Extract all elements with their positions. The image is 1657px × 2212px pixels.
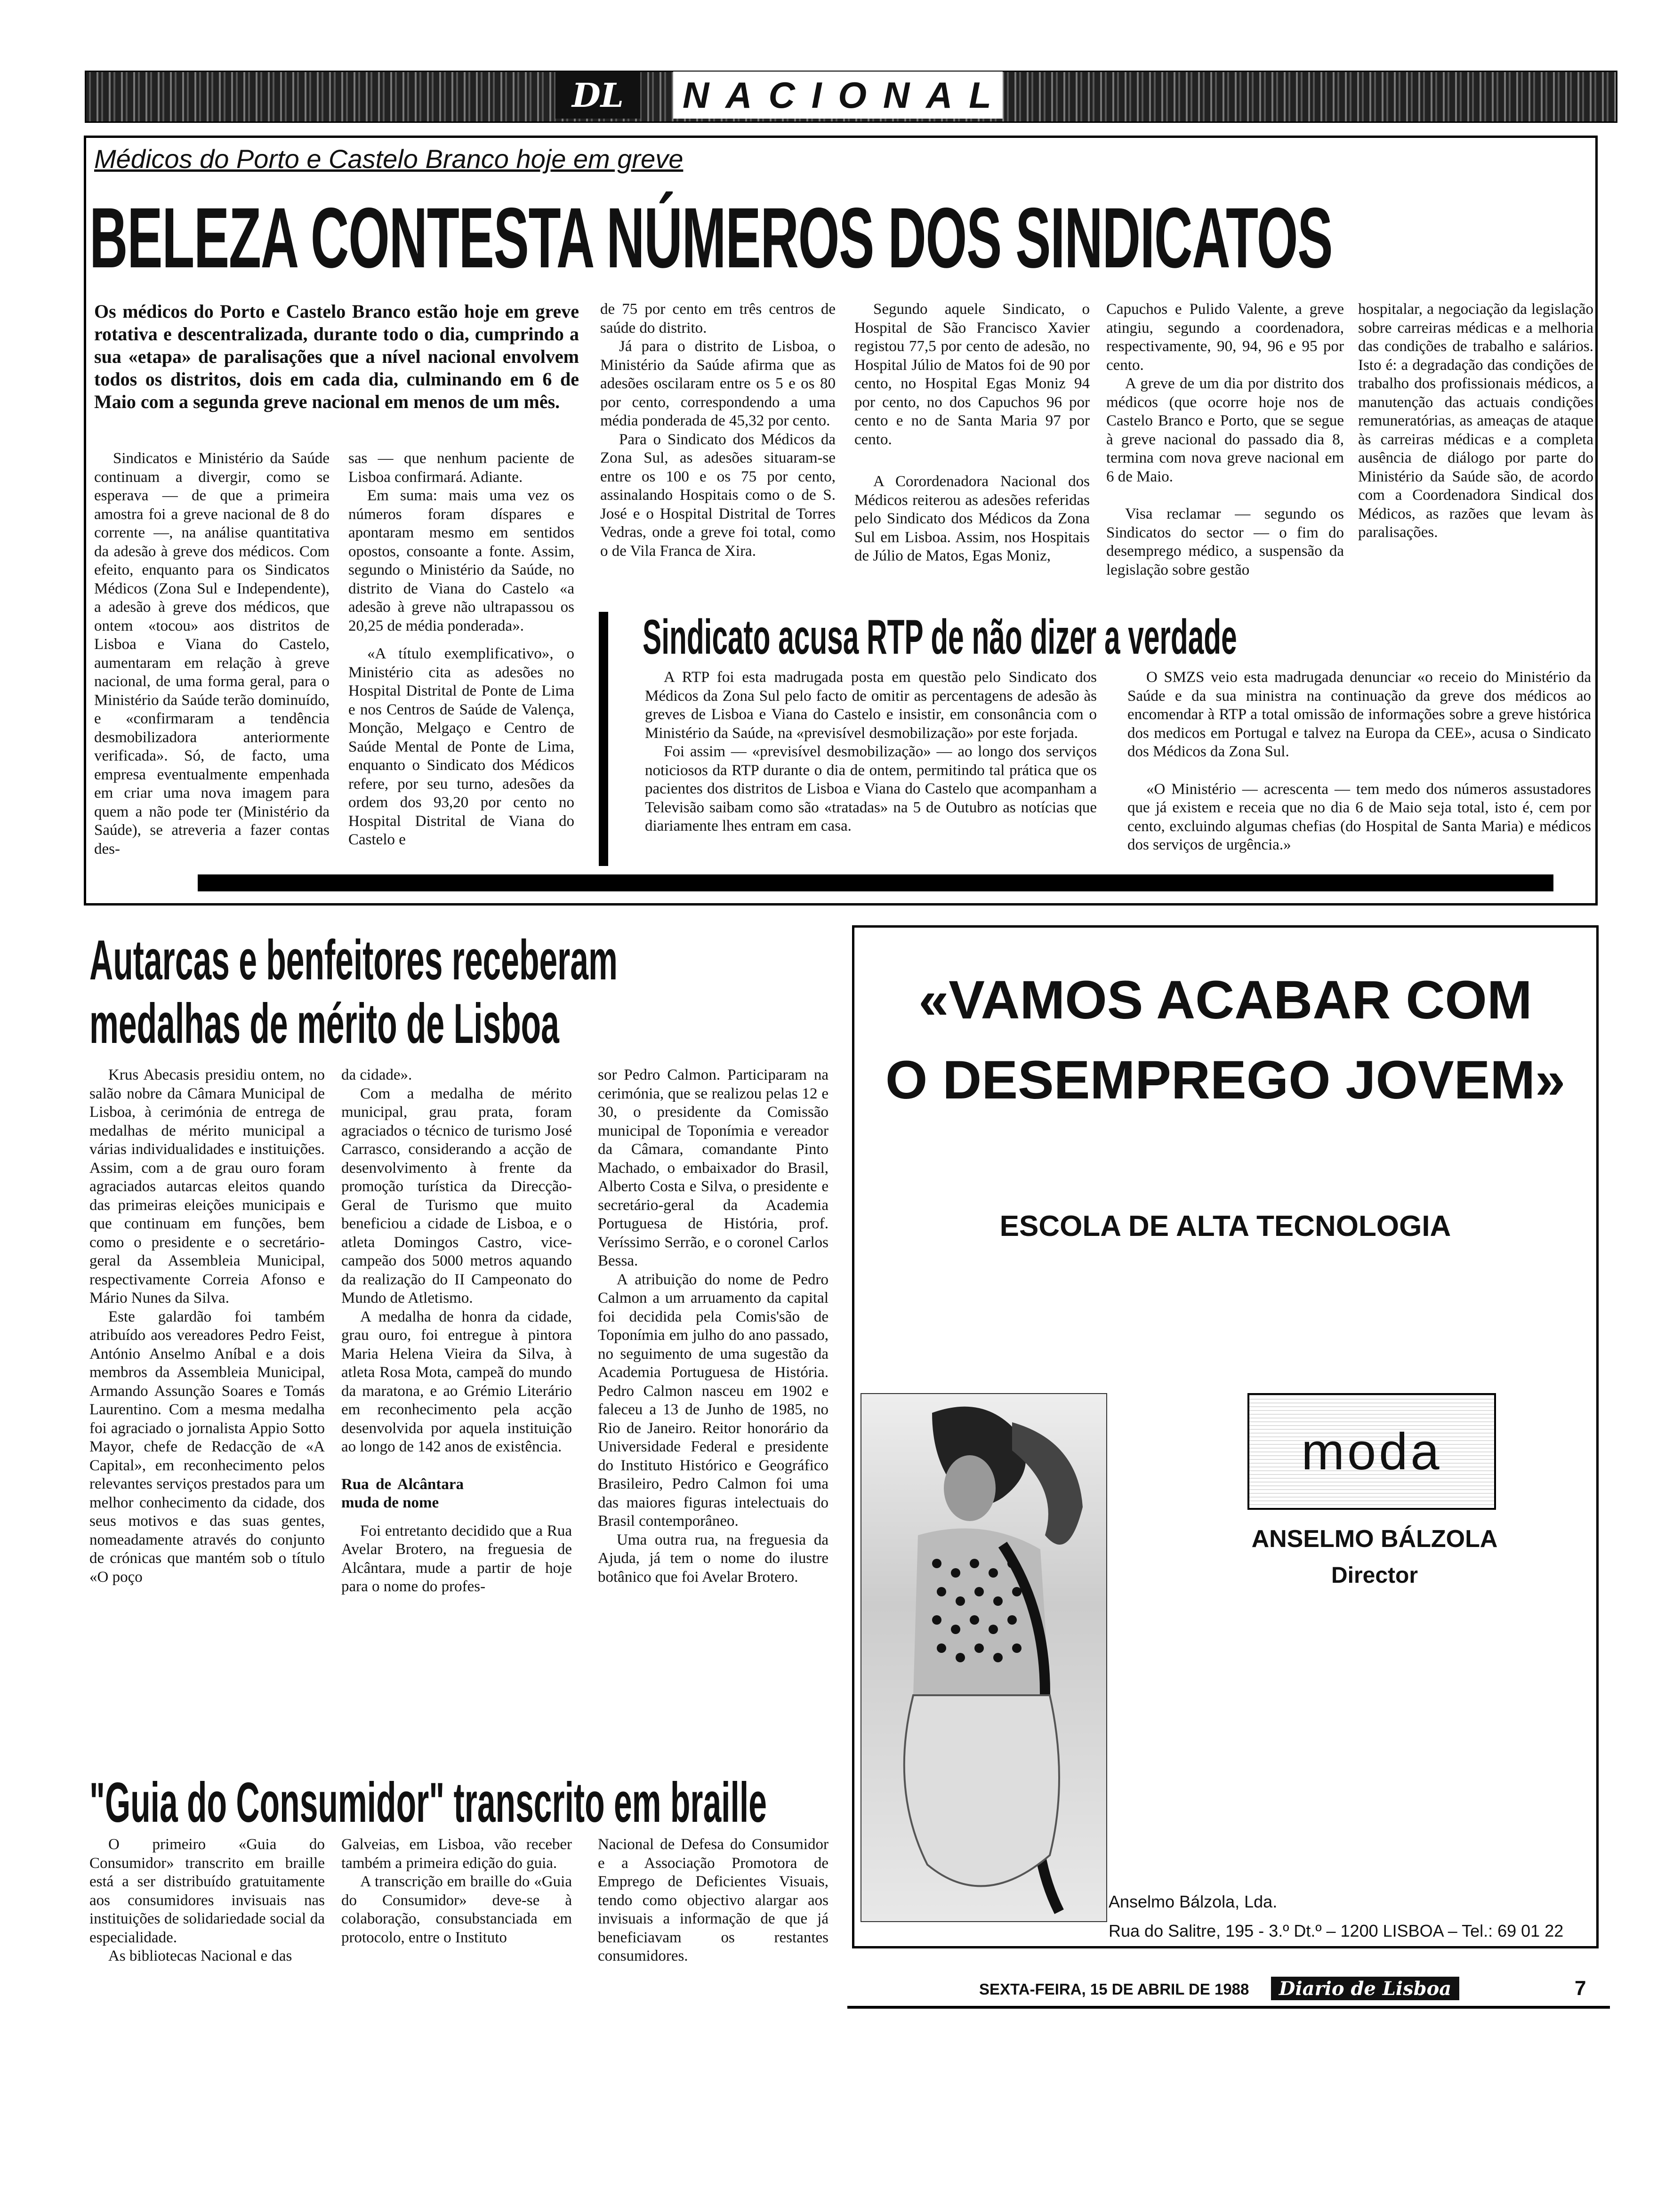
story2-column-2 xyxy=(1127,668,1591,855)
story3-headline-line-1: Autarcas e benfeitores receberam xyxy=(89,929,618,992)
ad-company: Anselmo Bálzola, Lda. xyxy=(1109,1892,1278,1911)
paragraph: O SMZS veio esta madrugada denunciar «o receio do Ministério da Saúde e da sua ministra na continuação da greve dos médicos ao encomendar à RTP a total omissão de informações sobre a greve histórica dos medicos em Portugal e talvez na Europa da CEE», acusa o Sindicato dos Médicos da Zona Sul. xyxy=(1127,669,1591,760)
section-letter: A xyxy=(725,74,754,116)
paragraph: Foi entretanto decidido que a Rua Avelar Brotero, na freguesia de Alcântara, mude a partir de hoje para o nome do profes- xyxy=(341,1522,572,1595)
paragraph: Krus Abecasis presidiu ontem, no salão nobre da Câmara Municipal de Lisboa, à cerimónia de entrega de medalhas de mérito municipal a várias individualidades e instituições. Assim, com a de grau ouro foram agraciados autarcas eleitos quando das primeiras eleições municipais e que continuam em funções, bem como o presidente e o secretário-geral da Assembleia Municipal, respectivamente Correia Afonso e Mário Nunes da Silva. xyxy=(89,1066,325,1306)
paragraph: Com a medalha de mérito municipal, grau prata, foram agraciados o técnico de turismo José Carrasco, considerando a acção de desenvolvimento à frente da promoção turística da Direcção-Geral de Turismo que muito beneficiou a cidade de Lisboa, e o atleta Domingos Castro, vice-campeão dos 5000 metros aquando da realização do II Campeonato do Mundo de Atletismo. xyxy=(341,1085,572,1306)
story1-column-4 xyxy=(854,300,1090,566)
paragraph: Em suma: mais uma vez os números foram díspares e apontaram mesmo em sentidos opostos, consoante a fonte. Assim, segundo o Ministério da Saúde, no distrito de Viana do Castelo «a adesão à greve não ultrapassou os 20,25 de média ponderada». xyxy=(348,487,574,634)
ad-subtitle: ESCOLA DE ALTA TECNOLOGIA xyxy=(999,1210,1451,1242)
story4-column-1 xyxy=(89,1835,325,1966)
story2-column-1 xyxy=(645,668,1097,836)
newspaper-logo: Diario de Lisboa xyxy=(1271,1977,1459,2000)
paragraph: A RTP foi esta madrugada posta em questão pelo Sindicato dos Médicos da Zona Sul pelo facto de omitir as percentagens de adesão às greves de Lisboa e Viana do Castelo e insistir, em consonância com o Ministério da Saúde, na «previsível desmobilização» por este forjada. xyxy=(645,669,1097,742)
ad-title-line-1: «VAMOS ACABAR COM xyxy=(918,970,1532,1030)
ad-address: Rua do Salitre, 195 - 3.º Dt.º – 1200 LISBOA – Tel.: 69 01 22 xyxy=(1109,1921,1564,1940)
paragraph: sas — que nenhum paciente de Lisboa confirmará. Adiante. xyxy=(348,450,574,486)
story-kicker: Médicos do Porto e Castelo Branco hoje em greve xyxy=(94,144,684,174)
ad-address-block xyxy=(1109,1887,1598,1946)
story3-column-2 xyxy=(341,1066,572,1596)
story4-column-2 xyxy=(341,1835,572,1947)
paragraph: sor Pedro Calmon. Participaram na cerimónia, que se realizou pelas 12 e 30, o presidente da Comissão municipal de Toponímia e vereador da Câmara, comandante Pinto Machado, o embaixador do Brasil, Alberto Costa e Silva, o presidente e secretário-geral da Academia Portuguesa de História, prof. Veríssimo Serrão, e o coronel Carlos Bessa. xyxy=(598,1066,828,1269)
story1-column-6 xyxy=(1358,300,1593,542)
sidebar-rule xyxy=(599,612,608,866)
section-title xyxy=(673,72,1003,119)
footer-rule xyxy=(847,2006,1610,2009)
story-lead: Os médicos do Porto e Castelo Branco estão hoje em greve rotativa e descentralizada, durante todo o dia, cumprindo a sua «etapa» de paralisações que a nível nacional envolvem todos os distritos, dois em cada dia, culminando em 6 de Maio com a segunda greve nacional em menos de um mês. xyxy=(94,301,579,412)
story1-column-5 xyxy=(1106,300,1344,579)
paragraph: hospitalar, a negociação da legislação sobre carreiras médicas e a melhoria das condições de trabalho e salários. Isto é: a degradação das condições de trabalho dos profissionais médicos, a manutenção das actuais condições remuneratórias, as ameaças de ataque às carreiras médicas e a completa ausência de diálogo por parte do Ministério da Saúde são, de acordo com a Coordenadora Sindical dos Médicos, as razões que levam às paralisações. xyxy=(1358,301,1593,541)
paragraph: Este galardão foi também atribuído aos vereadores Pedro Feist, António Anselmo Aníbal e a dois membros da Assembleia Municipal, Armando Assunção Soares e Tomás Laurentino. Com a mesma medalha foi agraciado o jornalista Appio Sotto Mayor, chefe de Redacção de «A Capital», em reconhecimento pelos relevantes serviços prestados para um melhor conhecimento da cidade, dos seus motivos e das suas gentes, nomeadamente através do conjunto de crónicas que mantém sob o título «O poço xyxy=(89,1308,325,1586)
paragraph: A medalha de honra da cidade, grau ouro, foi entregue à pintora Maria Helena Vieira da Silva, à atleta Rosa Mota, campeã do mundo da maratona, e ao Grémio Literário em reconhecimento pela acção desenvolvida por aquela instituição ao longo de 142 anos de existência. xyxy=(341,1308,572,1455)
paragraph: Uma outra rua, na freguesia da Ajuda, já tem o nome do ilustre botânico que foi Avelar Brotero. xyxy=(598,1531,828,1586)
paragraph: «O Ministério — acrescenta — tem medo dos números assustadores que já existem e receia que no dia 6 de Maio seja total, isto é, cem por cento, excluindo algumas chefias (do Hospital de Santa Maria) e médicos dos serviços de urgência.» xyxy=(1127,780,1591,853)
ad-director-role: Director xyxy=(1331,1563,1418,1588)
story3-column-1 xyxy=(89,1066,325,1587)
story3-headline-line-2: medalhas de mérito de Lisboa xyxy=(89,992,559,1055)
story-divider-bar xyxy=(198,874,1553,891)
paragraph: Para o Sindicato dos Médicos da Zona Sul, as adesões situaram-se entre os 100 e os 75 por cento, assinalando Hospitais como o de S. José e o Hospital Distrital de Torres Vedras, onde a greve foi total, como o de Vila Franca de Xira. xyxy=(600,431,836,560)
fashion-illustration xyxy=(861,1393,1107,1922)
paragraph: Segundo aquele Sindicato, o Hospital de São Francisco Xavier registou 77,5 por cento de adesão, no Hospital Júlio de Matos foi de 90 por cento, no Hospital Egas Moniz 94 por cento, no dos Capuchos 96 por cento e no de Santa Maria 97 por cento. xyxy=(854,301,1090,448)
section-letter: C xyxy=(768,74,797,116)
story2-headline: Sindicato acusa RTP de não dizer a verdade xyxy=(643,610,1237,665)
paragraph: O primeiro «Guia do Consumidor» transcrito em braille está a ser distribuído gratuitamente aos consumidores invisuais nas instituições de solidariedade social da especialidade. xyxy=(89,1836,325,1946)
paragraph: Sindicatos e Ministério da Saúde continuam a divergir, como se esperava — de que a primeira amostra foi a greve nacional de 8 do corrente —, na análise quantitativa da adesão à greve dos médicos. Com efeito, enquanto para os Sindicatos Médicos (Zona Sul e Independente), a adesão à greve dos médicos, que ontem «tocou» aos distritos de Lisboa e Viana do Castelo, aumentaram em relação à greve nacional, de uma forma geral, para o Ministério da Saúde terão dominuído, e «confirmaram a tendência desmobilizadora anteriormente verificada». Só, de facto, uma empresa eventualmente empenhada em criar uma nova imagem para quem a não pode ter (Ministério da Saúde), se atreveria a fazer contas des- xyxy=(94,450,330,858)
ad-director-name: ANSELMO BÁLZOLA xyxy=(1251,1525,1498,1553)
section-letter: N xyxy=(683,74,711,116)
story4-column-3 xyxy=(598,1835,828,1966)
section-letter: O xyxy=(838,74,869,116)
ad-title-line-2: O DESEMPREGO JOVEM» xyxy=(885,1050,1566,1110)
paragraph: A greve de um dia por distrito dos médicos (que ocorre hoje nos de Castelo Branco e Porto, que se segue à greve nacional do passado dia 8, termina com nova greve nacional em 6 de Maio. xyxy=(1106,375,1344,485)
story1-column-3 xyxy=(600,300,836,561)
paragraph: Capuchos e Pulido Valente, a greve atingiu, segundo a coordenadora, respectivamente, 90, 94, 96 e 95 por cento. xyxy=(1106,301,1344,374)
section-letter: N xyxy=(883,74,912,116)
dl-logo: DL xyxy=(555,72,640,119)
story4-headline: "Guia do Consumidor" transcrito em braille xyxy=(89,1771,767,1834)
paragraph: Galveias, em Lisboa, vão receber também a primeira edição do guia. xyxy=(341,1836,572,1872)
page-number: 7 xyxy=(1575,1977,1586,2000)
paragraph: A atribuição do nome de Pedro Calmon a um arruamento da capital foi decidida pela Comis'são de Toponímia em julho do ano passado, no seguimento de uma sugestão da Academia Portuguesa de História. Pedro Calmon nasceu em 1902 e faleceu a 13 de Junho de 1985, no Rio de Janeiro. Reitor honorário da Universidade Federal e presidente do Instituto Histórico e Geográfico Brasileiro, Pedro Calmon foi uma das maiores figuras intelectuais do Brasil contemporâneo. xyxy=(598,1271,828,1530)
ad-title xyxy=(861,960,1589,1120)
moda-logo: moda xyxy=(1247,1393,1496,1510)
paragraph: A Corordenadora Nacional dos Médicos reiterou as adesões referidas pelo Sindicato dos Médicos da Zona Sul em Lisboa. Assim, nos Hospitais de Júlio de Matos, Egas Moniz, xyxy=(854,473,1090,564)
section-letter: I xyxy=(811,74,824,116)
paragraph: Nacional de Defesa do Consumidor e a Associação Promotora de Emprego de Deficientes Visuais, tendo como objectivo alargar aos invisuais a informação de que já beneficiavam os restantes consumidores. xyxy=(598,1836,828,1964)
paragraph: Visa reclamar — segundo os Sindicatos do sector — o fim do desemprego médico, a suspensão da legislação sobre gestão xyxy=(1106,505,1344,578)
main-headline: BELEZA CONTESTA NÚMEROS DOS SINDICATOS xyxy=(89,190,1333,286)
paragraph: A transcrição em braille do «Guia do Consumidor» deve-se à colaboração, consubstanciada em protocolo, entre o Instituto xyxy=(341,1873,572,1946)
story3-column-3 xyxy=(598,1066,828,1587)
section-letter: A xyxy=(926,74,955,116)
story3-subhead: Rua de Alcântara muda de nome xyxy=(341,1475,464,1511)
paragraph: da cidade». xyxy=(341,1066,412,1083)
story1-column-1 xyxy=(94,449,330,858)
paragraph: As bibliotecas Nacional e das xyxy=(108,1948,292,1964)
section-letter: L xyxy=(969,74,993,116)
story1-column-2 xyxy=(348,449,574,850)
footer-date: SEXTA-FEIRA, 15 DE ABRIL DE 1988 xyxy=(979,1980,1249,1998)
fashion-illustration-drawing xyxy=(861,1394,1106,1921)
paragraph: Já para o distrito de Lisboa, o Ministério da Saúde afirma que as adesões oscilaram entre os 5 e os 80 por cento, correspondendo a uma média ponderada de 45,32 por cento. xyxy=(600,338,836,429)
paragraph: «A título exemplificativo», o Ministério cita as adesões no Hospital Distrital de Ponte de Lima e nos Centros de Saúde de Valença, Monção, Melgaço e Centro de Saúde Mental de Ponte de Lima, enquanto o Sindicato dos Médicos refere, por seu turno, adesões da ordem dos 93,20 por cento no Hospital Distrital de Viana do Castelo e xyxy=(348,645,574,848)
paragraph: Foi assim — «previsível desmobilização» — ao longo dos serviços noticiosos da RTP durante o dia de ontem, permitindo tal prática que os pacientes dos distritos de Lisboa e Viana do Castelo que acompanham a Televisão saibam como são «tratadas» na 5 de Outubro as notícias que diariamente lhes entram em casa. xyxy=(645,743,1097,834)
paragraph: de 75 por cento em três centros de saúde do distrito. xyxy=(600,301,836,337)
